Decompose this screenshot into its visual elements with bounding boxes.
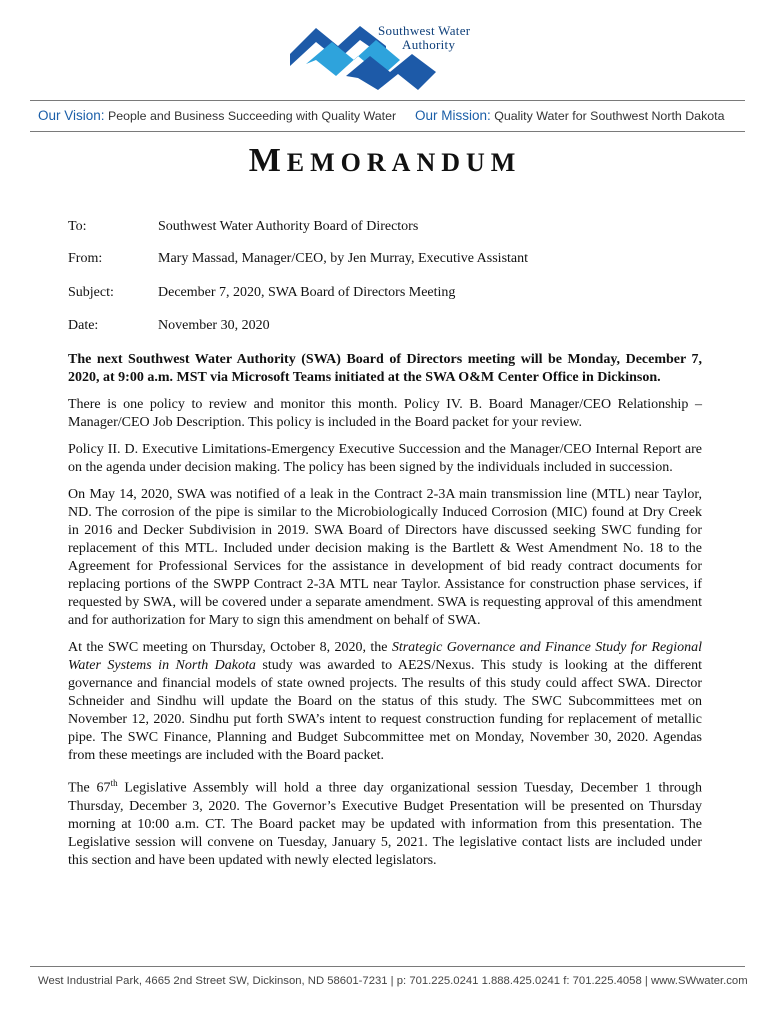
logo-line-1: Southwest Water	[378, 23, 471, 38]
legislative-text-a: The 67	[68, 780, 111, 796]
date-value: November 30, 2020	[158, 318, 270, 333]
mission-text: Quality Water for Southwest North Dakota	[494, 109, 725, 123]
vision-text: People and Business Succeeding with Quality Water	[107, 109, 397, 123]
second-rule	[30, 131, 745, 132]
mission-label: Our Mission:	[415, 108, 491, 123]
logo-wordmark	[378, 24, 470, 52]
paragraph-policy-review: There is one policy to review and monitor this month. Policy IV. B. Board Manager/CEO Relationship – Manager/CEO Job Description. This policy is included in the Board packet for your review.	[68, 397, 702, 430]
paragraph-swc-meeting	[68, 639, 702, 765]
to-row	[68, 219, 418, 235]
from-label: From:	[68, 251, 103, 266]
memo-body	[68, 351, 702, 879]
date-label: Date:	[68, 318, 99, 333]
from-value: Mary Massad, Manager/CEO, by Jen Murray, Executive Assistant	[158, 251, 529, 266]
vision-label: Our Vision:	[38, 108, 105, 123]
swc-text-b: study was awarded to AE2S/Nexus. This study is looking at the different governance and financial models of state owned projects. The results of this study could affect SWA. Director Schneider and Sindhu will update the Board on the status of this study. The SWC Subcommittees met on November 12, 2020. Sindhu put forth SWA’s intent to request construction funding for replacement of metallic pipe. The SWC Finance, Planning and Budget Subcommittee met on Monday, November 30, 2020. Agendas from these meetings are included with the Board packet.	[68, 658, 702, 763]
footer-rule	[30, 966, 745, 967]
legislative-superscript: th	[110, 778, 118, 788]
paragraph-executive-limitations: Policy II. D. Executive Limitations-Emergency Executive Succession and the Manager/CEO Internal Report are on the agenda under decision making. The policy has been signed by the individuals included in succession.	[68, 442, 702, 475]
title-first-letter: M	[248, 142, 287, 179]
vision-mission-row	[38, 108, 738, 123]
title-rest: EMORANDUM	[286, 148, 522, 177]
to-value: Southwest Water Authority Board of Directors	[158, 219, 419, 234]
subject-label: Subject:	[68, 285, 114, 300]
page-title	[0, 142, 770, 180]
legislative-text-b: Legislative Assembly will hold a three day organizational session Tuesday, December 1 through Thursday, December 3, 2020. The Governor’s Executive Budget Presentation will be presented on Thursday morning at 10:00 a.m. CT. The Board packet may be updated with information from this presentation. The Legislative session will convene on Tuesday, January 5, 2021. The legislative contact lists are included under this section and have been updated with newly elected legislators.	[68, 780, 702, 868]
swc-text-a: At the SWC meeting on Thursday, October 8, 2020, the	[68, 640, 392, 655]
logo-line-2: Authority	[402, 37, 456, 52]
from-row	[68, 251, 528, 267]
paragraph-mtl-leak: On May 14, 2020, SWA was notified of a leak in the Contract 2-3A main transmission line (MTL) near Taylor, ND. The corrosion of the pipe is similar to the Microbiologically Induced Corrosion (MIC) found at Dry Creek in 2016 and Decker Subdivision in 2019. SWA Board of Directors have discussed seeking SWC funding for replacement of this MTL. Included under decision making is the Bartlett & West Amendment No. 18 to the Agreement for Professional Services for the assistance in development of bid ready contract documents for replacing portions of the SWPP Contract 2-3A MTL near Taylor. Assistance for construction phase services, if requested by SWA, will be covered under a separate amendment. SWA is requesting approval of this amendment and for authorization for Mary to sign this amendment on behalf of SWA.	[68, 487, 702, 628]
paragraph-meeting-notice: The next Southwest Water Authority (SWA) Board of Directors meeting will be Monday, December 7, 2020, at 9:00 a.m. MST via Microsoft Teams initiated at the SWA O&M Center Office in Dickinson.	[68, 352, 702, 385]
study-title: Strategic Governance and Finance Study for Regional Water Systems in North Dakota	[68, 640, 702, 673]
top-rule	[30, 100, 745, 101]
to-label: To:	[68, 219, 87, 234]
footer-address: West Industrial Park, 4665 2nd Street SW, Dickinson, ND 58601-7231 | p: 701.225.0241 1.888.425.0241 f: 701.225.4058 | www.SWwater.com	[38, 975, 748, 987]
paragraph-legislative	[68, 774, 702, 870]
subject-value: December 7, 2020, SWA Board of Directors Meeting	[158, 285, 456, 300]
date-row	[68, 318, 270, 334]
subject-row	[68, 285, 455, 301]
